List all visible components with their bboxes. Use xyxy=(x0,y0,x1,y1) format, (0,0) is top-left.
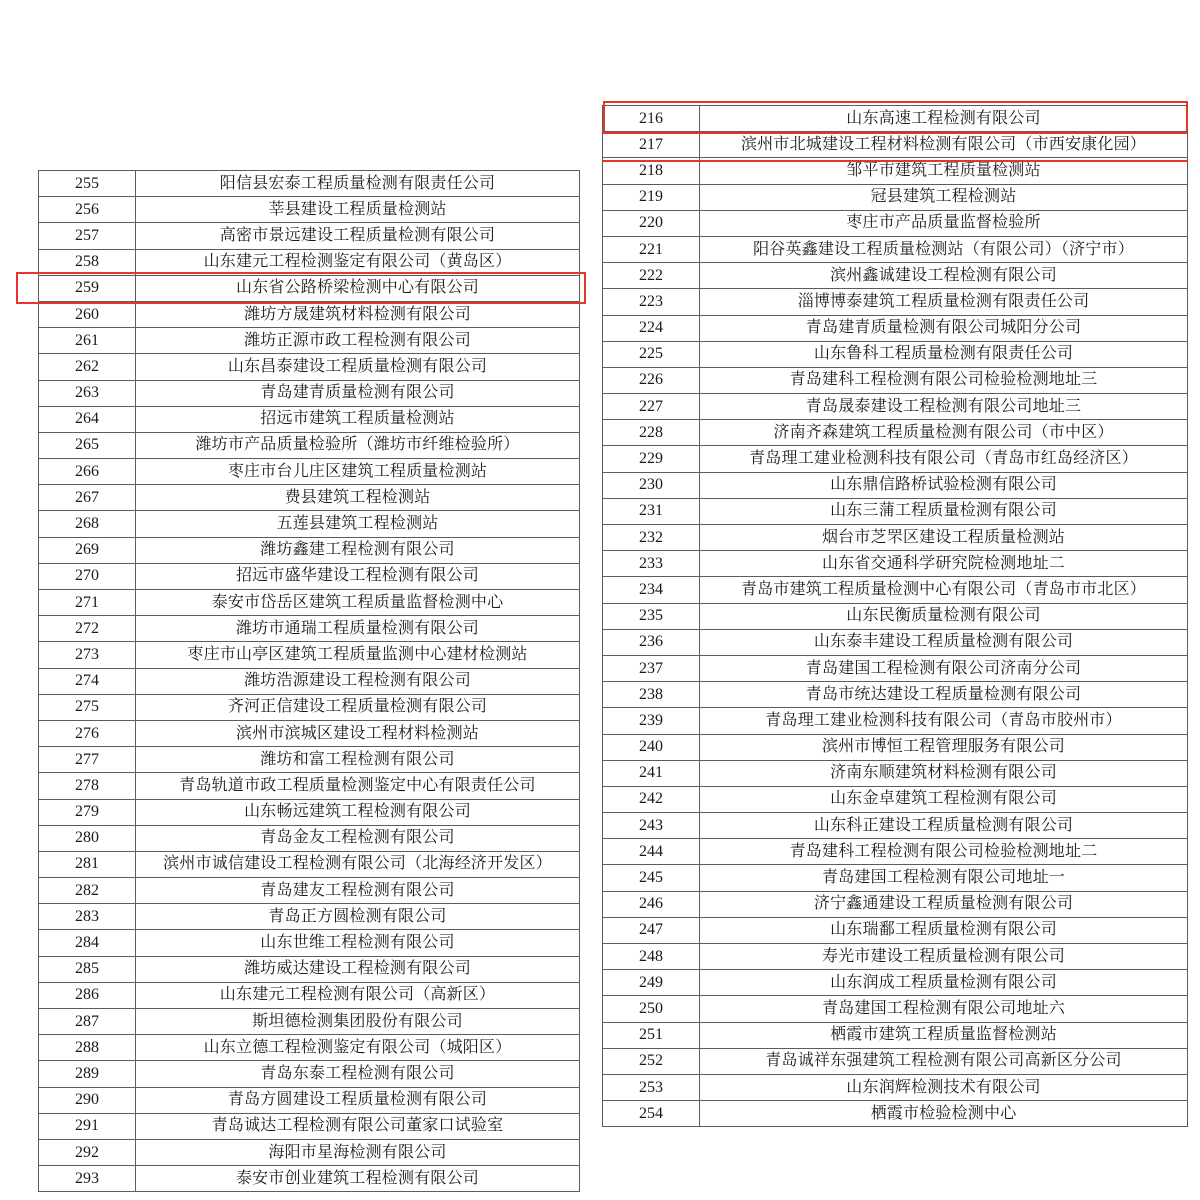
institution-name-cell: 海阳市星海检测有限公司 xyxy=(136,1139,580,1165)
right-table-body xyxy=(603,106,1188,1127)
table-row xyxy=(603,472,1188,498)
institution-name-cell: 高密市景远建设工程质量检测有限公司 xyxy=(136,223,580,249)
right-institution-table xyxy=(602,105,1188,1127)
row-index-cell: 277 xyxy=(39,747,136,773)
row-index-cell: 231 xyxy=(603,498,700,524)
table-row xyxy=(603,917,1188,943)
table-row xyxy=(39,982,580,1008)
institution-name-cell: 山东鲁科工程质量检测有限责任公司 xyxy=(700,341,1188,367)
row-index-cell: 290 xyxy=(39,1087,136,1113)
table-row xyxy=(39,1061,580,1087)
institution-name-cell: 山东世维工程检测有限公司 xyxy=(136,930,580,956)
institution-name-cell: 青岛理工建业检测科技有限公司（青岛市胶州市） xyxy=(700,708,1188,734)
row-index-cell: 242 xyxy=(603,786,700,812)
table-row xyxy=(603,525,1188,551)
table-row xyxy=(39,223,580,249)
row-index-cell: 249 xyxy=(603,970,700,996)
row-index-cell: 292 xyxy=(39,1139,136,1165)
row-index-cell: 278 xyxy=(39,773,136,799)
table-row xyxy=(39,773,580,799)
row-index-cell: 258 xyxy=(39,249,136,275)
table-row xyxy=(603,760,1188,786)
table-row xyxy=(603,1022,1188,1048)
institution-name-cell: 潍坊和富工程检测有限公司 xyxy=(136,747,580,773)
table-row xyxy=(603,996,1188,1022)
row-index-cell: 220 xyxy=(603,210,700,236)
row-index-cell: 257 xyxy=(39,223,136,249)
row-index-cell: 263 xyxy=(39,380,136,406)
institution-name-cell: 山东金卓建筑工程检测有限公司 xyxy=(700,786,1188,812)
table-row xyxy=(603,394,1188,420)
row-index-cell: 279 xyxy=(39,799,136,825)
row-index-cell: 259 xyxy=(39,275,136,301)
table-row xyxy=(39,825,580,851)
institution-name-cell: 青岛建青质量检测有限公司城阳分公司 xyxy=(700,315,1188,341)
table-row xyxy=(39,328,580,354)
row-index-cell: 230 xyxy=(603,472,700,498)
table-row xyxy=(39,249,580,275)
table-row xyxy=(39,747,580,773)
row-index-cell: 221 xyxy=(603,236,700,262)
institution-name-cell: 山东畅远建筑工程检测有限公司 xyxy=(136,799,580,825)
row-index-cell: 256 xyxy=(39,197,136,223)
table-row xyxy=(603,603,1188,629)
table-row xyxy=(603,184,1188,210)
institution-name-cell: 青岛建科工程检测有限公司检验检测地址二 xyxy=(700,839,1188,865)
institution-name-cell: 滨州市博恒工程管理服务有限公司 xyxy=(700,734,1188,760)
institution-name-cell: 山东建元工程检测鉴定有限公司（黄岛区） xyxy=(136,249,580,275)
row-index-cell: 283 xyxy=(39,904,136,930)
table-row xyxy=(39,197,580,223)
row-index-cell: 254 xyxy=(603,1101,700,1127)
table-row xyxy=(39,275,580,301)
row-index-cell: 274 xyxy=(39,668,136,694)
institution-name-cell: 招远市盛华建设工程检测有限公司 xyxy=(136,563,580,589)
table-row xyxy=(39,432,580,458)
table-row xyxy=(603,289,1188,315)
table-row xyxy=(39,799,580,825)
institution-name-cell: 阳谷英鑫建设工程质量检测站（有限公司）（济宁市） xyxy=(700,236,1188,262)
table-row xyxy=(603,420,1188,446)
row-index-cell: 289 xyxy=(39,1061,136,1087)
table-row xyxy=(603,1074,1188,1100)
table-row xyxy=(603,263,1188,289)
institution-name-cell: 阳信县宏泰工程质量检测有限责任公司 xyxy=(136,171,580,197)
row-index-cell: 237 xyxy=(603,655,700,681)
row-index-cell: 226 xyxy=(603,367,700,393)
row-index-cell: 217 xyxy=(603,132,700,158)
table-row xyxy=(603,655,1188,681)
row-index-cell: 267 xyxy=(39,485,136,511)
row-index-cell: 273 xyxy=(39,642,136,668)
institution-name-cell: 枣庄市山亭区建筑工程质量监测中心建材检测站 xyxy=(136,642,580,668)
institution-name-cell: 青岛金友工程检测有限公司 xyxy=(136,825,580,851)
row-index-cell: 225 xyxy=(603,341,700,367)
row-index-cell: 288 xyxy=(39,1035,136,1061)
table-row xyxy=(39,563,580,589)
table-row xyxy=(39,537,580,563)
row-index-cell: 243 xyxy=(603,813,700,839)
row-index-cell: 261 xyxy=(39,328,136,354)
row-index-cell: 284 xyxy=(39,930,136,956)
institution-name-cell: 滨州市滨城区建设工程材料检测站 xyxy=(136,720,580,746)
institution-name-cell: 潍坊威达建设工程检测有限公司 xyxy=(136,956,580,982)
table-row xyxy=(39,851,580,877)
table-row xyxy=(603,708,1188,734)
row-index-cell: 280 xyxy=(39,825,136,851)
row-index-cell: 271 xyxy=(39,590,136,616)
table-row xyxy=(39,694,580,720)
institution-name-cell: 青岛市统达建设工程质量检测有限公司 xyxy=(700,682,1188,708)
table-row xyxy=(603,446,1188,472)
table-row xyxy=(603,865,1188,891)
institution-name-cell: 山东高速工程检测有限公司 xyxy=(700,106,1188,132)
institution-name-cell: 滨州鑫诚建设工程检测有限公司 xyxy=(700,263,1188,289)
table-row xyxy=(39,956,580,982)
row-index-cell: 285 xyxy=(39,956,136,982)
row-index-cell: 216 xyxy=(603,106,700,132)
table-row xyxy=(39,1035,580,1061)
row-index-cell: 241 xyxy=(603,760,700,786)
table-row xyxy=(39,380,580,406)
institution-name-cell: 青岛东泰工程检测有限公司 xyxy=(136,1061,580,1087)
table-row xyxy=(603,341,1188,367)
row-index-cell: 262 xyxy=(39,354,136,380)
table-row xyxy=(39,642,580,668)
institution-name-cell: 潍坊浩源建设工程检测有限公司 xyxy=(136,668,580,694)
institution-name-cell: 山东省交通科学研究院检测地址二 xyxy=(700,551,1188,577)
table-row xyxy=(603,498,1188,524)
institution-name-cell: 泰安市创业建筑工程检测有限公司 xyxy=(136,1166,580,1192)
row-index-cell: 270 xyxy=(39,563,136,589)
table-row xyxy=(39,485,580,511)
institution-name-cell: 费县建筑工程检测站 xyxy=(136,485,580,511)
row-index-cell: 282 xyxy=(39,878,136,904)
institution-name-cell: 济南东顺建筑材料检测有限公司 xyxy=(700,760,1188,786)
row-index-cell: 232 xyxy=(603,525,700,551)
institution-name-cell: 潍坊市通瑞工程质量检测有限公司 xyxy=(136,616,580,642)
table-row xyxy=(39,459,580,485)
table-row xyxy=(603,577,1188,603)
row-index-cell: 234 xyxy=(603,577,700,603)
row-index-cell: 245 xyxy=(603,865,700,891)
institution-name-cell: 栖霞市建筑工程质量监督检测站 xyxy=(700,1022,1188,1048)
institution-name-cell: 青岛建科工程检测有限公司检验检测地址三 xyxy=(700,367,1188,393)
left-institution-table xyxy=(38,170,580,1192)
institution-name-cell: 山东立德工程检测鉴定有限公司（城阳区） xyxy=(136,1035,580,1061)
table-row xyxy=(39,1113,580,1139)
table-row xyxy=(39,930,580,956)
row-index-cell: 233 xyxy=(603,551,700,577)
row-index-cell: 218 xyxy=(603,158,700,184)
row-index-cell: 229 xyxy=(603,446,700,472)
row-index-cell: 247 xyxy=(603,917,700,943)
institution-name-cell: 青岛方圆建设工程质量检测有限公司 xyxy=(136,1087,580,1113)
row-index-cell: 238 xyxy=(603,682,700,708)
table-row xyxy=(39,590,580,616)
table-row xyxy=(603,629,1188,655)
institution-name-cell: 斯坦德检测集团股份有限公司 xyxy=(136,1009,580,1035)
row-index-cell: 228 xyxy=(603,420,700,446)
institution-name-cell: 青岛理工建业检测科技有限公司（青岛市红岛经济区） xyxy=(700,446,1188,472)
institution-name-cell: 潍坊方晟建筑材料检测有限公司 xyxy=(136,301,580,327)
table-row xyxy=(603,1048,1188,1074)
row-index-cell: 260 xyxy=(39,301,136,327)
row-index-cell: 227 xyxy=(603,394,700,420)
row-index-cell: 268 xyxy=(39,511,136,537)
table-row xyxy=(603,813,1188,839)
row-index-cell: 286 xyxy=(39,982,136,1008)
institution-name-cell: 青岛建友工程检测有限公司 xyxy=(136,878,580,904)
table-row xyxy=(39,406,580,432)
row-index-cell: 244 xyxy=(603,839,700,865)
left-table-body xyxy=(39,171,580,1192)
row-index-cell: 255 xyxy=(39,171,136,197)
institution-name-cell: 潍坊鑫建工程检测有限公司 xyxy=(136,537,580,563)
row-index-cell: 252 xyxy=(603,1048,700,1074)
row-index-cell: 272 xyxy=(39,616,136,642)
institution-name-cell: 五莲县建筑工程检测站 xyxy=(136,511,580,537)
institution-name-cell: 潍坊市产品质量检验所（潍坊市纤维检验所） xyxy=(136,432,580,458)
table-row xyxy=(603,210,1188,236)
table-row xyxy=(39,720,580,746)
table-row xyxy=(603,970,1188,996)
row-index-cell: 222 xyxy=(603,263,700,289)
institution-name-cell: 邹平市建筑工程质量检测站 xyxy=(700,158,1188,184)
institution-name-cell: 青岛建青质量检测有限公司 xyxy=(136,380,580,406)
institution-name-cell: 青岛正方圆检测有限公司 xyxy=(136,904,580,930)
table-row xyxy=(39,354,580,380)
institution-name-cell: 冠县建筑工程检测站 xyxy=(700,184,1188,210)
institution-name-cell: 山东泰丰建设工程质量检测有限公司 xyxy=(700,629,1188,655)
table-row xyxy=(39,616,580,642)
institution-name-cell: 招远市建筑工程质量检测站 xyxy=(136,406,580,432)
institution-name-cell: 枣庄市产品质量监督检验所 xyxy=(700,210,1188,236)
institution-name-cell: 栖霞市检验检测中心 xyxy=(700,1101,1188,1127)
institution-name-cell: 山东润辉检测技术有限公司 xyxy=(700,1074,1188,1100)
row-index-cell: 291 xyxy=(39,1113,136,1139)
institution-name-cell: 滨州市北城建设工程材料检测有限公司（市西安康化园） xyxy=(700,132,1188,158)
table-row xyxy=(39,878,580,904)
institution-name-cell: 济南齐森建筑工程质量检测有限公司（市中区） xyxy=(700,420,1188,446)
row-index-cell: 269 xyxy=(39,537,136,563)
row-index-cell: 246 xyxy=(603,891,700,917)
institution-name-cell: 济宁鑫通建设工程质量检测有限公司 xyxy=(700,891,1188,917)
row-index-cell: 235 xyxy=(603,603,700,629)
table-row xyxy=(603,786,1188,812)
row-index-cell: 223 xyxy=(603,289,700,315)
table-row xyxy=(603,682,1188,708)
institution-name-cell: 青岛建国工程检测有限公司地址一 xyxy=(700,865,1188,891)
row-index-cell: 281 xyxy=(39,851,136,877)
institution-name-cell: 青岛诚祥东强建筑工程检测有限公司高新区分公司 xyxy=(700,1048,1188,1074)
institution-name-cell: 寿光市建设工程质量检测有限公司 xyxy=(700,944,1188,970)
table-row xyxy=(603,734,1188,760)
institution-name-cell: 青岛市建筑工程质量检测中心有限公司（青岛市市北区） xyxy=(700,577,1188,603)
row-index-cell: 248 xyxy=(603,944,700,970)
row-index-cell: 265 xyxy=(39,432,136,458)
institution-name-cell: 青岛晟泰建设工程检测有限公司地址三 xyxy=(700,394,1188,420)
row-index-cell: 266 xyxy=(39,459,136,485)
institution-name-cell: 青岛建国工程检测有限公司地址六 xyxy=(700,996,1188,1022)
table-row xyxy=(603,315,1188,341)
table-row xyxy=(39,511,580,537)
institution-name-cell: 青岛诚达工程检测有限公司董家口试验室 xyxy=(136,1113,580,1139)
institution-name-cell: 山东昌泰建设工程质量检测有限公司 xyxy=(136,354,580,380)
institution-name-cell: 枣庄市台儿庄区建筑工程质量检测站 xyxy=(136,459,580,485)
table-row xyxy=(603,551,1188,577)
table-row xyxy=(39,171,580,197)
institution-name-cell: 山东三蒲工程质量检测有限公司 xyxy=(700,498,1188,524)
row-index-cell: 224 xyxy=(603,315,700,341)
institution-name-cell: 莘县建设工程质量检测站 xyxy=(136,197,580,223)
institution-name-cell: 山东润成工程质量检测有限公司 xyxy=(700,970,1188,996)
institution-name-cell: 山东瑞鄱工程质量检测有限公司 xyxy=(700,917,1188,943)
institution-name-cell: 山东鼎信路桥试验检测有限公司 xyxy=(700,472,1188,498)
row-index-cell: 293 xyxy=(39,1166,136,1192)
row-index-cell: 236 xyxy=(603,629,700,655)
table-row xyxy=(603,106,1188,132)
row-index-cell: 253 xyxy=(603,1074,700,1100)
table-row xyxy=(39,1139,580,1165)
row-index-cell: 264 xyxy=(39,406,136,432)
row-index-cell: 239 xyxy=(603,708,700,734)
institution-name-cell: 滨州市诚信建设工程检测有限公司（北海经济开发区） xyxy=(136,851,580,877)
institution-name-cell: 青岛建国工程检测有限公司济南分公司 xyxy=(700,655,1188,681)
institution-name-cell: 山东民衡质量检测有限公司 xyxy=(700,603,1188,629)
institution-name-cell: 山东建元工程检测有限公司（高新区） xyxy=(136,982,580,1008)
institution-name-cell: 山东省公路桥梁检测中心有限公司 xyxy=(136,275,580,301)
institution-name-cell: 泰安市岱岳区建筑工程质量监督检测中心 xyxy=(136,590,580,616)
highlight-underline-right xyxy=(603,160,1188,162)
table-row xyxy=(603,236,1188,262)
row-index-cell: 219 xyxy=(603,184,700,210)
table-row xyxy=(39,1009,580,1035)
table-row xyxy=(603,891,1188,917)
row-index-cell: 275 xyxy=(39,694,136,720)
table-row xyxy=(39,301,580,327)
institution-name-cell: 齐河正信建设工程质量检测有限公司 xyxy=(136,694,580,720)
row-index-cell: 276 xyxy=(39,720,136,746)
table-row xyxy=(39,1166,580,1192)
table-row xyxy=(603,367,1188,393)
table-row xyxy=(603,944,1188,970)
row-index-cell: 240 xyxy=(603,734,700,760)
institution-name-cell: 山东科正建设工程质量检测有限公司 xyxy=(700,813,1188,839)
row-index-cell: 287 xyxy=(39,1009,136,1035)
table-row xyxy=(39,668,580,694)
row-index-cell: 251 xyxy=(603,1022,700,1048)
table-row xyxy=(39,1087,580,1113)
table-row xyxy=(603,1101,1188,1127)
table-row xyxy=(603,132,1188,158)
institution-name-cell: 烟台市芝罘区建设工程质量检测站 xyxy=(700,525,1188,551)
institution-name-cell: 青岛轨道市政工程质量检测鉴定中心有限责任公司 xyxy=(136,773,580,799)
table-row xyxy=(603,839,1188,865)
table-row xyxy=(39,904,580,930)
row-index-cell: 250 xyxy=(603,996,700,1022)
institution-name-cell: 潍坊正源市政工程检测有限公司 xyxy=(136,328,580,354)
institution-name-cell: 淄博博泰建筑工程质量检测有限责任公司 xyxy=(700,289,1188,315)
